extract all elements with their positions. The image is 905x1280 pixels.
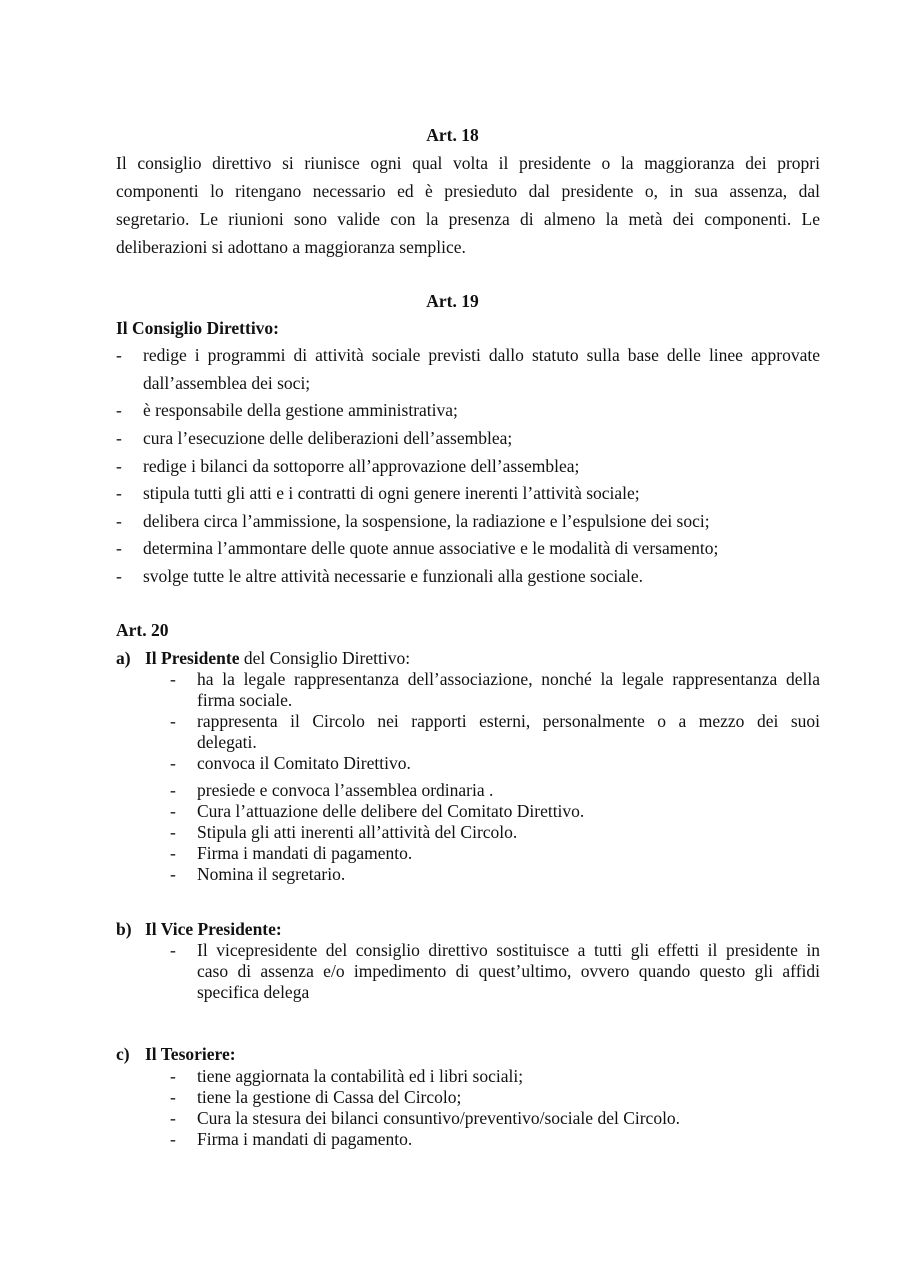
list-dash: - (170, 753, 176, 773)
art19-item-4: redige i bilanci da sottoporre all’approvazione dell’assemblea; (143, 456, 580, 476)
list-dash: - (116, 345, 122, 365)
list-dash: - (116, 456, 122, 476)
art20-a-item-1-cont: firma sociale. (197, 690, 293, 710)
art20-a-title (145, 647, 410, 669)
art20-a-item-5: Cura l’attuazione delle delibere del Comitato Direttivo. (197, 801, 585, 821)
art20-a-item-8: Nomina il segretario. (197, 864, 346, 884)
art20-c-item-4: Firma i mandati di pagamento. (197, 1129, 413, 1149)
art20-b-title: Il Vice Presidente: (145, 919, 282, 939)
list-dash: - (116, 538, 122, 558)
list-dash: - (170, 801, 176, 821)
art20-c-item-2: tiene la gestione di Cassa del Circolo; (197, 1087, 462, 1107)
art19-item-7: determina l’ammontare delle quote annue associative e le modalità di versamento; (143, 538, 719, 558)
list-dash: - (116, 566, 122, 586)
art20-a-item-6: Stipula gli atti inerenti all’attività del Circolo. (197, 822, 518, 842)
art20-a-marker: a) (116, 648, 131, 668)
art19-item-5: stipula tutti gli atti e i contratti di ogni genere inerenti l’attività sociale; (143, 483, 640, 503)
art20-a-item-2: rappresenta il Circolo nei rapporti esterni, personalmente o a mezzo dei suoi (197, 711, 820, 731)
list-dash: - (170, 1066, 176, 1086)
art20-a-item-7: Firma i mandati di pagamento. (197, 843, 413, 863)
list-dash: - (170, 1108, 176, 1128)
list-dash: - (116, 511, 122, 531)
art20-c-item-1: tiene aggiornata la contabilità ed i libri sociali; (197, 1066, 524, 1086)
art20-a-title-rest: del Consiglio Direttivo: (239, 648, 411, 668)
art20-b-item-1-cont2: specifica delega (197, 982, 310, 1002)
art19-item-1: redige i programmi di attività sociale previsti dallo statuto sulla base delle linee approvate (143, 345, 820, 365)
art19-item-6: delibera circa l’ammissione, la sospensione, la radiazione e l’espulsione dei soci; (143, 511, 710, 531)
art18-line-3: segretario. Le riunioni sono valide con la presenza di almeno la metà dei componenti. Le (116, 209, 820, 229)
art20-b-item-1-cont: caso di assenza e/o impedimento di quest’ultimo, ovvero quando questo gli affidi (197, 961, 820, 981)
art20-c-title: Il Tesoriere: (145, 1044, 236, 1064)
art20-c-item-3: Cura la stesura dei bilanci consuntivo/preventivo/sociale del Circolo. (197, 1108, 681, 1128)
art19-heading: Art. 19 (426, 291, 479, 311)
list-dash: - (170, 940, 176, 960)
list-dash: - (170, 864, 176, 884)
art20-a-item-2-cont: delegati. (197, 732, 257, 752)
list-dash: - (170, 1087, 176, 1107)
art20-heading: Art. 20 (116, 620, 169, 640)
art20-c-marker: c) (116, 1044, 130, 1064)
art19-item-8: svolge tutte le altre attività necessarie e funzionali alla gestione sociale. (143, 566, 644, 586)
list-dash: - (116, 483, 122, 503)
art20-a-item-3: convoca il Comitato Direttivo. (197, 753, 411, 773)
list-dash: - (170, 780, 176, 800)
art19-subtitle: Il Consiglio Direttivo: (116, 318, 280, 338)
art19-item-1-cont: dall’assemblea dei soci; (143, 373, 311, 393)
art18-line-1: Il consiglio direttivo si riunisce ogni qual volta il presidente o la maggioranza dei propri (116, 153, 820, 173)
list-dash: - (116, 428, 122, 448)
list-dash: - (170, 669, 176, 689)
list-dash: - (170, 711, 176, 731)
art18-line-2: componenti lo ritengano necessario ed è presieduto dal presidente o, in sua assenza, dal (116, 181, 820, 201)
art20-a-title-bold: Il Presidente (145, 648, 240, 668)
art20-b-item-1: Il vicepresidente del consiglio direttivo sostituisce a tutti gli effetti il presidente in (197, 940, 820, 960)
list-dash: - (170, 1129, 176, 1149)
art19-item-2: è responsabile della gestione amministrativa; (143, 400, 458, 420)
art19-item-3: cura l’esecuzione delle deliberazioni dell’assemblea; (143, 428, 513, 448)
list-dash: - (170, 822, 176, 842)
art18-line-4: deliberazioni si adottano a maggioranza semplice. (116, 237, 466, 257)
art18-heading: Art. 18 (426, 125, 479, 145)
list-dash: - (116, 400, 122, 420)
art20-b-marker: b) (116, 919, 132, 939)
art20-a-item-4: presiede e convoca l’assemblea ordinaria . (197, 780, 494, 800)
art20-a-item-1: ha la legale rappresentanza dell’associazione, nonché la legale rappresentanza della (197, 669, 820, 689)
list-dash: - (170, 843, 176, 863)
